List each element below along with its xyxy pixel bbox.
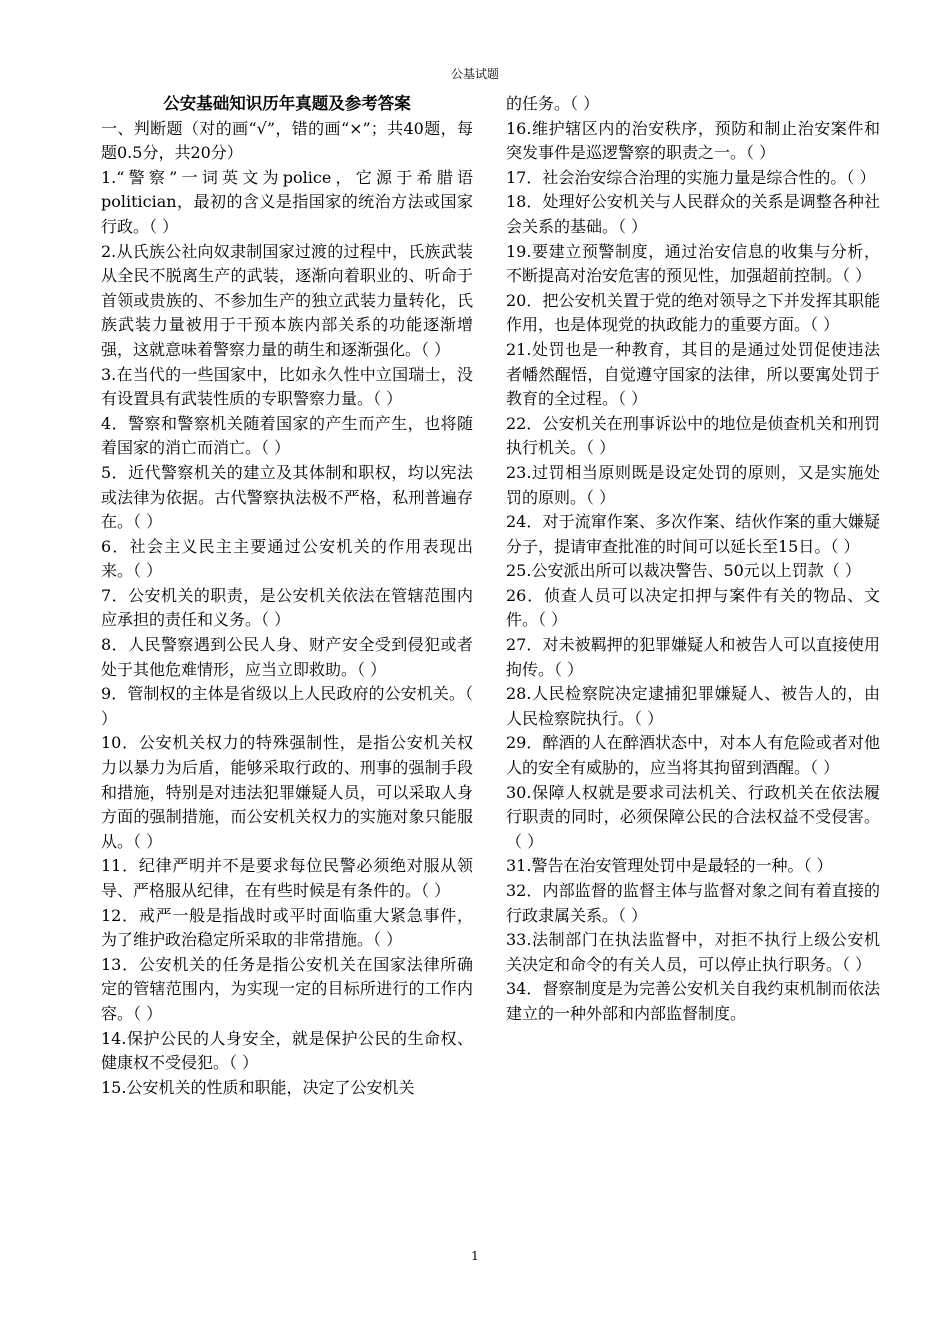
question-item: 21.处罚也是一种教育，其目的是通过处罚促使违法者幡然醒悟，自觉遵守国家的法律，所以要寓处罚于教育的全过程。（ ） bbox=[506, 339, 880, 409]
question-item: 22．公安机关在刑事诉讼中的地位是侦查机关和刑罚执行机关。（ ） bbox=[506, 413, 880, 458]
question-item: 34．督察制度是为完善公安机关自我约束机制而依法建立的一种外部和内部监督制度。 bbox=[506, 979, 880, 1023]
question-item: 9．管制权的主体是省级以上人民政府的公安机关。（ ） bbox=[101, 684, 473, 728]
question-item: 12．戒严一般是指战时或平时面临重大紧急事件，为了维护政治稳定所采取的非常措施。（ ） bbox=[101, 905, 473, 950]
question-item: 31.警告在治安管理处罚中是最轻的一种。（ ） bbox=[506, 856, 833, 876]
question-item: 1.“警察”一词英文为police，它源于希腊语politician，最初的含义是指国家的统治方法或国家行政。（ ） bbox=[101, 167, 473, 236]
left-column bbox=[101, 92, 473, 1100]
page-header: 公基试题 bbox=[450, 67, 499, 81]
question-item: 29．醉酒的人在醉酒状态中，对本人有危险或者对他人的安全有威胁的，应当将其拘留到酒醒。（ ） bbox=[506, 733, 880, 778]
question-item: 28.人民检察院决定逮捕犯罪嫌疑人、被告人的，由人民检察院执行。（ ） bbox=[506, 684, 880, 728]
document-title: 公安基础知识历年真题及参考答案 bbox=[163, 94, 411, 113]
question-item: 16.维护辖区内的治安秩序，预防和制止治安案件和突发事件是巡逻警察的职责之一。（ ） bbox=[506, 118, 880, 163]
right-column bbox=[506, 92, 880, 1027]
question-item: 32．内部监督的监督主体与监督对象之间有着直接的行政隶属关系。（ ） bbox=[506, 881, 880, 925]
question-item: 3.在当代的一些国家中，比如永久性中立国瑞士，没有设置具有武装性质的专职警察力量。（ ） bbox=[101, 364, 473, 409]
section-intro: 一、判断题（对的画“√”，错的画“×”；共40题，每题0.5分，共20分） bbox=[101, 118, 473, 163]
question-item: 24．对于流窜作案、多次作案、结伙作案的重大嫌疑分子，提请审查批准的时间可以延长至15日。（ ） bbox=[506, 512, 880, 556]
question-item: 25.公安派出所可以裁决警告、50元以上罚款（ ） bbox=[506, 561, 861, 581]
question-item: 23.过罚相当原则既是设定处罚的原则，又是实施处罚的原则。（ ） bbox=[506, 462, 880, 507]
question-item: 8．人民警察遇到公民人身、财产安全受到侵犯或者处于其他危难情形，应当立即救助。（ ） bbox=[101, 635, 473, 679]
question-item: 5．近代警察机关的建立及其体制和职权，均以宪法或法律为依据。古代警察执法极不严格，私刑普遍存在。（ ） bbox=[101, 462, 473, 532]
question-item: 14.保护公民的人身安全，就是保护公民的生命权、健康权不受侵犯。（ ） bbox=[101, 1028, 473, 1073]
question-item: 19.要建立预警制度，通过治安信息的收集与分析，不断提高对治安危害的预见性，加强超前控制。（ ） bbox=[506, 241, 880, 286]
question-item: 7．公安机关的职责，是公安机关依法在管辖范围内应承担的责任和义务。（ ） bbox=[101, 585, 473, 630]
question-item: 30.保障人权就是要求司法机关、行政机关在依法履行职责的同时，必须保障公民的合法权益不受侵害。（ ） bbox=[506, 782, 880, 851]
question-item: 4．警察和警察机关随着国家的产生而产生，也将随着国家的消亡而消亡。（ ） bbox=[101, 413, 473, 458]
question-item: 27．对未被羁押的犯罪嫌疑人和被告人可以直接使用拘传。（ ） bbox=[506, 635, 880, 679]
question-item: 15.公安机关的性质和职能，决定了公安机关 bbox=[101, 1077, 415, 1097]
page-number: 1 bbox=[471, 1249, 479, 1263]
question-item: 20．把公安机关置于党的绝对领导之下并发挥其职能作用，也是体现党的执政能力的重要方面。（ ） bbox=[506, 290, 880, 335]
question-item: 2.从氏族公社向奴隶制国家过渡的过程中，氏族武装从全民不脱离生产的武装，逐渐向着职业的、听命于首领或贵族的、不参加生产的独立武装力量转化，氏族武装力量被用于干预本族内部关系的功能逐渐增强，这就意味着警察力量的萌生和逐渐强化。（ ） bbox=[101, 241, 473, 359]
question-item: 11．纪律严明并不是要求每位民警必须绝对服从领导、严格服从纪律，在有些时候是有条件的。（ ） bbox=[101, 856, 473, 900]
question-item: 6．社会主义民主主要通过公安机关的作用表现出来。（ ） bbox=[101, 536, 473, 581]
question-item: 17．社会治安综合治理的实施力量是综合性的。（ ） bbox=[506, 167, 876, 187]
question-item: 26．侦查人员可以决定扣押与案件有关的物品、文件。（ ） bbox=[506, 585, 880, 630]
question-item: 13．公安机关的任务是指公安机关在国家法律所确定的管辖范围内，为实现一定的目标所进行的工作内容。（ ） bbox=[101, 954, 473, 1023]
question-item: 10．公安机关权力的特殊强制性，是指公安机关权力以暴力为后盾，能够采取行政的、刑事的强制手段和措施，特别是对违法犯罪嫌疑人员，可以采取人身方面的强制措施，而公安机关权力的实施对象只能服从。（ ） bbox=[101, 733, 473, 851]
question-item: 33.法制部门在执法监督中，对拒不执行上级公安机关决定和命令的有关人员，可以停止执行职务。（ ） bbox=[506, 930, 880, 974]
question-item: 的任务。（ ） bbox=[506, 94, 600, 113]
question-item: 18．处理好公安机关与人民群众的关系是调整各种社会关系的基础。（ ） bbox=[506, 192, 880, 236]
